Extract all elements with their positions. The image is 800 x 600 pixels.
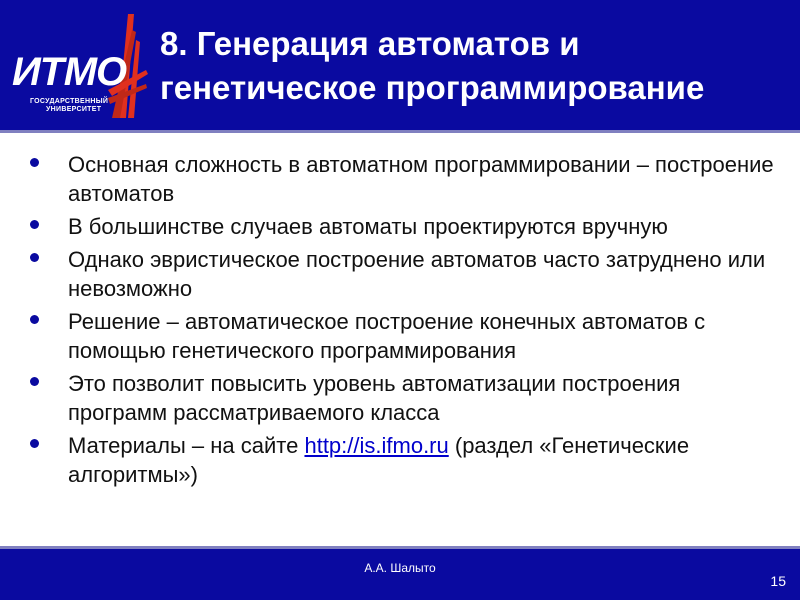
logo-subtitle-line2: УНИВЕРСИТЕТ [46,106,102,113]
bullet-icon [30,315,39,324]
bullet-item [24,150,784,208]
bullet-item [24,212,784,241]
bullet-item [24,369,784,427]
bullet-text-prefix: Материалы – на сайте [68,433,305,458]
bullet-text: Решение – автоматическое построение конечных автоматов с помощью генетического программирования [68,309,706,363]
bullet-text: Основная сложность в автоматном программировании – построение автоматов [68,152,774,206]
bullet-text: Это позволит повысить уровень автоматизации построения программ рассматриваемого класса [68,371,681,425]
slide-title-line1: 8. Генерация автоматов и [160,25,580,62]
bullet-text: Однако эвристическое построение автоматов часто затруднено или невозможно [68,247,766,301]
bullet-icon [30,158,39,167]
bullet-item [24,307,784,365]
itmo-logo [8,10,158,122]
bullet-icon [30,220,39,229]
logo-subtitle-line1: ГОСУДАРСТВЕННЫЙ [30,98,109,105]
bullet-item [24,245,784,303]
logo-text: ИТМО [12,50,127,94]
bullet-icon [30,439,39,448]
bullet-text: В большинстве случаев автоматы проектируются вручную [68,214,668,239]
bullet-item [24,431,784,489]
page-number: 15 [770,573,786,589]
footer-bar [0,549,800,600]
bullet-list [24,150,784,493]
bullet-text-suffix: (раздел «Генетические алгоритмы») [68,433,690,487]
footer-author: А.А. Шалыто [364,561,436,575]
materials-link[interactable]: http://is.ifmo.ru [304,433,449,458]
bullet-icon [30,253,39,262]
bullet-icon [30,377,39,386]
slide-title-line2: генетическое программирование [160,69,705,106]
slide-title [160,22,790,110]
header-bar [0,0,800,130]
header-divider [0,130,800,133]
